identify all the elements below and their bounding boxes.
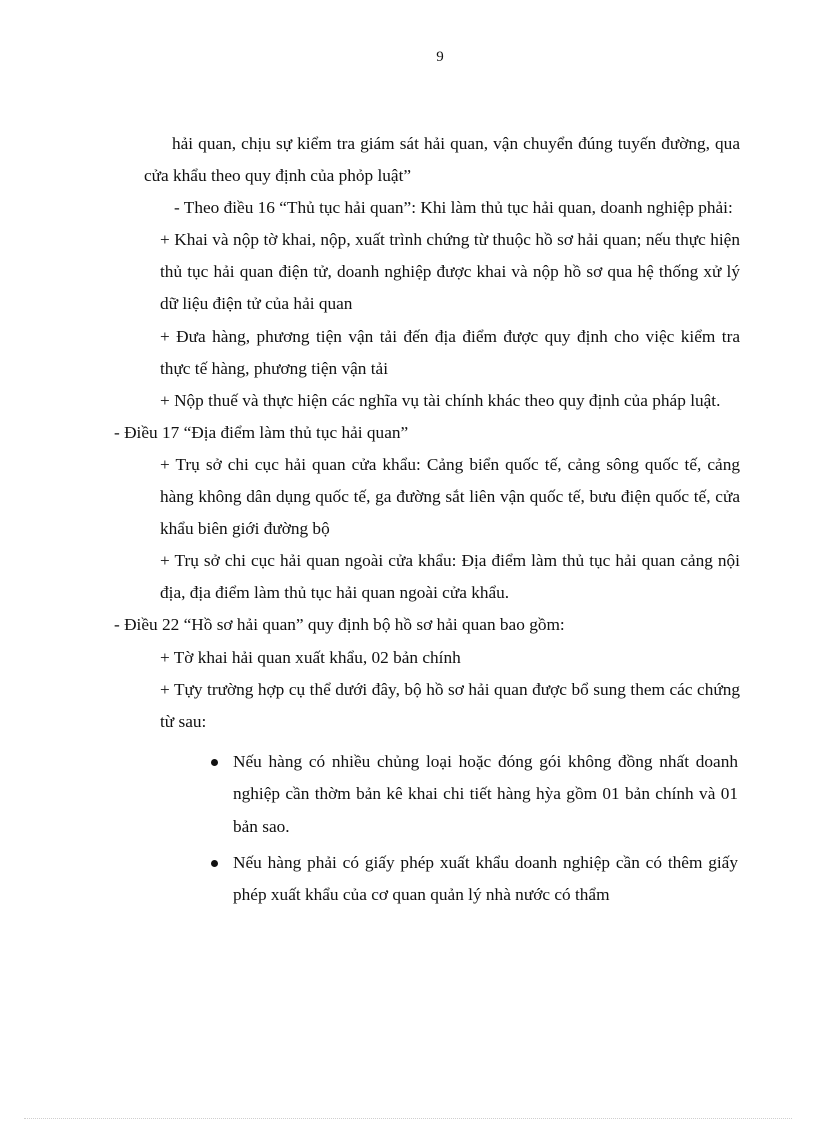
list-item bbox=[233, 847, 740, 912]
page-number: 9 bbox=[436, 49, 444, 65]
document-body bbox=[114, 128, 740, 915]
paragraph-article-16-item-2: + Đưa hàng, phương tiện vận tải đến địa điểm được quy định cho việc kiểm tra thực tế hàng, phương tiện vận tải bbox=[160, 326, 740, 378]
list-item-text: Nếu hàng có nhiều chủng loại hoặc đóng gói không đồng nhất doanh nghiệp cần thờm bản kê khai chi tiết hàng hỳa gồm 01 bản chính và 01 bản sao. bbox=[233, 751, 738, 836]
bullet-list bbox=[144, 746, 740, 912]
paragraph-article-17-item-2: + Trụ sở chi cục hải quan ngoài cửa khẩu: Địa điểm làm thủ tục hải quan cảng nội địa, địa điểm làm thủ tục hải quan ngoài cửa khẩu. bbox=[160, 551, 740, 603]
bullet-icon bbox=[211, 759, 218, 766]
list-item bbox=[233, 746, 740, 844]
paragraph-article-22-item-2: + Tựy trường hợp cụ thể dưới đây, bộ hồ sơ hải quan được bổ sung them các chứng từ sau: bbox=[160, 679, 740, 731]
bullet-icon bbox=[211, 860, 218, 867]
heading-article-22: - Điều 22 “Hồ sơ hải quan” quy định bộ hồ sơ hải quan bao gồm: bbox=[114, 615, 565, 635]
paragraph-continuation: hải quan, chịu sự kiểm tra giám sát hải quan, vận chuyển đúng tuyến đường, qua cửa khẩu theo quy định của phỏp luật” bbox=[144, 134, 740, 186]
list-item-text: Nếu hàng phải có giấy phép xuất khẩu doanh nghiệp cần có thêm giấy phép xuất khẩu của cơ quan quản lý nhà nước có thẩm bbox=[233, 852, 738, 905]
heading-article-17: - Điều 17 “Địa điểm làm thủ tục hải quan” bbox=[114, 422, 409, 442]
paragraph-article-16-item-3: + Nộp thuế và thực hiện các nghĩa vụ tài chính khác theo quy định của pháp luật. bbox=[160, 390, 721, 410]
paragraph-article-22-item-1: + Tờ khai hải quan xuất khẩu, 02 bản chính bbox=[160, 647, 461, 667]
page-bottom-divider bbox=[24, 1118, 792, 1119]
paragraph-article-16-item-1: + Khai và nộp tờ khai, nộp, xuất trình chứng từ thuộc hồ sơ hải quan; nếu thực hiện thủ tục hải quan điện tử, doanh nghiệp được khai và nộp hồ sơ qua hệ thống xử lý dữ liệu điện tử của hải quan bbox=[160, 230, 740, 314]
paragraph-article-17-item-1: + Trụ sở chi cục hải quan cửa khẩu: Cảng biển quốc tế, cảng sông quốc tế, cảng hàng không dân dụng quốc tế, ga đường sắt liên vận quốc tế, bưu điện quốc tế, cửa khẩu biên giới đường bộ bbox=[160, 454, 740, 539]
paragraph-article-16: - Theo điều 16 “Thủ tục hải quan”: Khi làm thủ tục hải quan, doanh nghiệp phải: bbox=[174, 198, 733, 218]
